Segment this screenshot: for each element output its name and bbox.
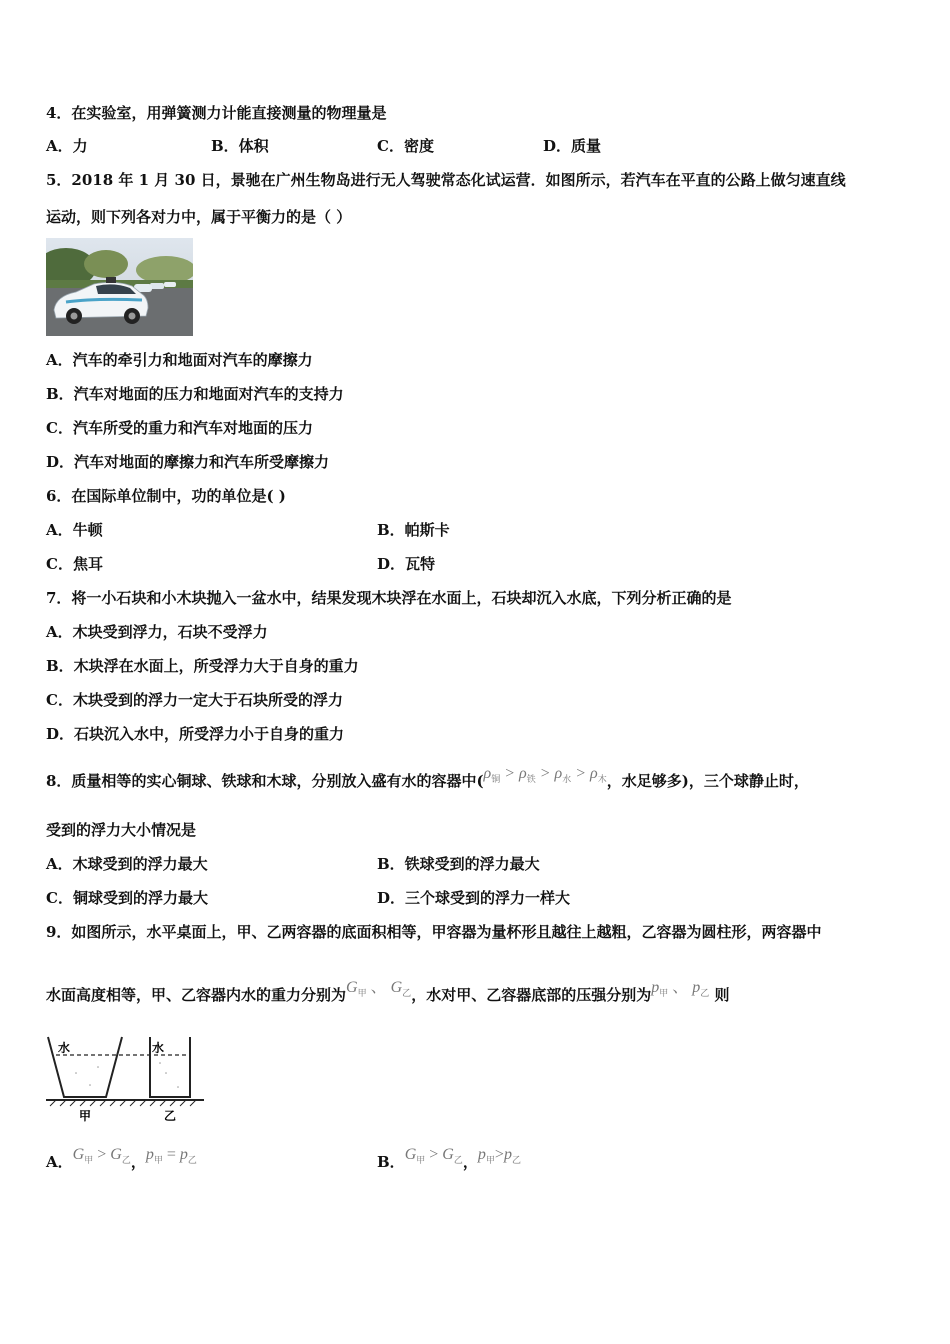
q7-option-a: A．木块受到浮力，石块不受浮力 (46, 623, 268, 641)
q7-option-c: C．木块受到的浮力一定大于石块所受的浮力 (46, 691, 343, 709)
q8-stem-part1: 8．质量相等的实心铜球、铁球和木球，分别放入盛有水的容器中( (46, 772, 484, 790)
q9-option-a-formula: $G_甲 > G_乙$ (72, 1146, 131, 1166)
q9-option-a-prefix: A． (46, 1153, 73, 1171)
q8-stem-part2: ，水足够多)，三个球静止时， (606, 772, 809, 790)
q7-option-d: D．石块沉入水中，所受浮力小于自身的重力 (46, 725, 345, 743)
q6-option-b: B．帕斯卡 (377, 521, 450, 539)
q8-option-d: D．三个球受到的浮力一样大 (377, 889, 571, 907)
q4-option-a: A．力 (46, 137, 88, 155)
q5-option-d: D．汽车对地面的摩擦力和汽车所受摩擦力 (46, 453, 330, 471)
q4-option-d: D．质量 (543, 137, 602, 155)
q5-stem-line2: 运动，则下列各对力中，属于平衡力的是（ ） (46, 208, 352, 226)
two-containers-diagram (46, 1033, 206, 1125)
q9-option-b: B．$G_甲 > G_乙$，$p_甲>p_乙$ (377, 1146, 521, 1171)
q9-stem-line2 (46, 979, 730, 1011)
q5-option-c: C．汽车所受的重力和汽车对地面的压力 (46, 419, 313, 437)
q4-stem: 4．在实验室，用弹簧测力计能直接测量的物理量是 (46, 104, 387, 122)
q9-stem-part1: 水面高度相等，甲、乙容器内水的重力分别为 (46, 986, 347, 1004)
q9-option-b-formula: $G_甲 > G_乙$ (404, 1146, 463, 1166)
q8-density-inequality: $\rho_铜 > \rho_铁 > \rho_水 > \rho_木$ (483, 765, 607, 785)
q5-option-a: A．汽车的牵引力和地面对汽车的摩擦力 (46, 351, 313, 369)
driverless-car-photo (46, 238, 193, 336)
q9-option-b-formula2: $p_甲>p_乙$ (477, 1146, 521, 1166)
q8-stem-line1 (46, 765, 809, 797)
q8-option-a: A．木球受到的浮力最大 (46, 855, 208, 873)
q9-option-a-formula2: $p_甲 = p_乙$ (145, 1146, 197, 1166)
q9-gravity-symbols: $G_甲$ 、 $G_乙$ (346, 979, 412, 999)
q8-option-c: C．铜球受到的浮力最大 (46, 889, 208, 907)
q6-option-d: D．瓦特 (377, 555, 436, 573)
q6-option-a: A．牛顿 (46, 521, 103, 539)
q4-option-b: B．体积 (211, 137, 269, 155)
q6-option-c: C．焦耳 (46, 555, 103, 573)
diagram-water-label-yi: 水 (152, 1041, 165, 1055)
diagram-label-yi: 乙 (164, 1109, 177, 1123)
q9-option-b-prefix: B． (377, 1153, 405, 1171)
q9-option-a: A．$G_甲 > G_乙$，$p_甲 = p_乙$ (46, 1146, 197, 1171)
q5-option-b: B．汽车对地面的压力和地面对汽车的支持力 (46, 385, 344, 403)
q5-stem-line1: 5．2018 年 1 月 30 日，景驰在广州生物岛进行无人驾驶常态化试运营．如图所示，若汽车在平直的公路上做匀速直线 (46, 171, 846, 189)
q7-option-b: B．木块浮在水面上，所受浮力大于自身的重力 (46, 657, 359, 675)
q8-option-b: B．铁球受到的浮力最大 (377, 855, 540, 873)
q8-stem-line2: 受到的浮力大小情况是 (46, 821, 197, 839)
q9-stem-line1: 9．如图所示，水平桌面上，甲、乙两容器的底面积相等，甲容器为量杯形且越往上越粗，乙容器为圆柱形，两容器中 (46, 923, 822, 941)
q4-option-c: C．密度 (377, 137, 434, 155)
q9-pressure-symbols: $p_甲$ 、 $p_乙$ (651, 979, 710, 999)
q7-stem: 7．将一小石块和小木块抛入一盆水中，结果发现木块浮在水面上，石块却沉入水底，下列分析正确的是 (46, 589, 732, 607)
diagram-label-jia: 甲 (79, 1109, 92, 1123)
q9-stem-part3: 则 (709, 986, 730, 1004)
q6-stem: 6．在国际单位制中，功的单位是( ) (46, 487, 286, 505)
q9-stem-part2: ，水对甲、乙容器底部的压强分别为 (411, 986, 652, 1004)
diagram-water-label-jia: 水 (58, 1041, 71, 1055)
